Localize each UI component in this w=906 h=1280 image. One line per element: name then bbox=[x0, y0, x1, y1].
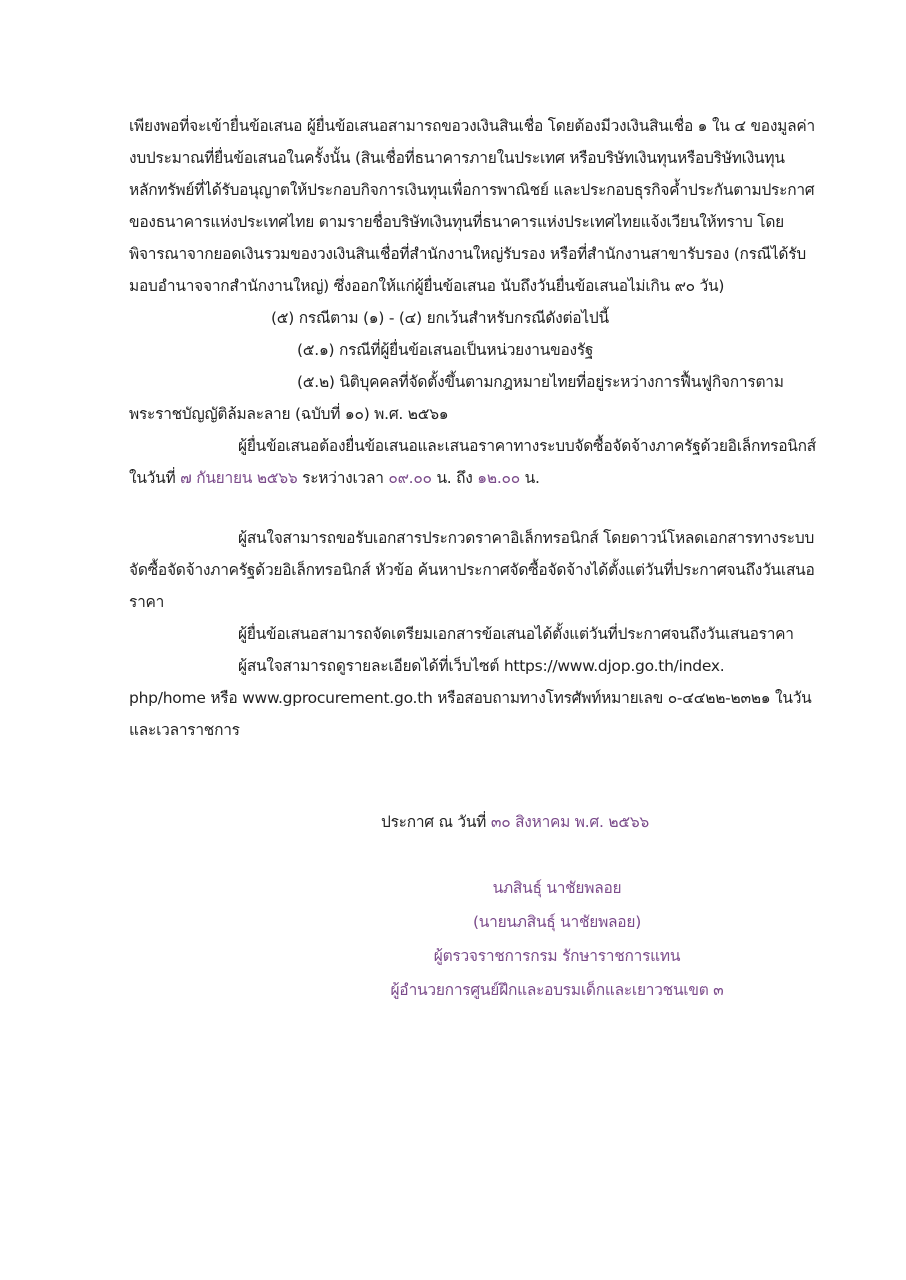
contact-line-2: php/home หรือ www.gprocurement.go.th หรือสอบถามทางโทรศัพท์หมายเลข ๐-๔๔๒๒-๒๓๒๑ ในวัน bbox=[129, 689, 812, 707]
announce-line bbox=[0, 811, 906, 833]
paragraph-line: เพียงพอที่จะเข้ายื่นข้อเสนอ ผู้ยื่นข้อเสนอสามารถขอวงเงินสินเชื่อ โดยต้องมีวงเงินสินเชื่อ ๑ ใน ๔ ของมูลค่า bbox=[129, 117, 815, 135]
submission-line-2 bbox=[129, 467, 540, 489]
submission-time-end: ๑๒.๐๐ bbox=[477, 469, 520, 487]
download-line: จัดซื้อจัดจ้างภาครัฐด้วยอิเล็กทรอนิกส์ หัวข้อ ค้นหาประกาศจัดซื้อจัดจ้างได้ตั้งแต่วันที่ประกาศจนถึงวันเสนอ bbox=[129, 561, 815, 579]
item-5-2-line-2: พระราชบัญญัติล้มละลาย (ฉบับที่ ๑๐) พ.ศ. ๒๕๖๑ bbox=[129, 405, 449, 423]
signature-position-2: ผู้อำนวยการศูนย์ฝึกและอบรมเด็กและเยาวชนเขต ๓ bbox=[390, 981, 724, 999]
submission-between: ระหว่างเวลา bbox=[297, 469, 389, 487]
paragraph-line: พิจารณาจากยอดเงินรวมของวงเงินสินเชื่อที่สำนักงานใหญ่รับรอง หรือที่สำนักงานสาขารับรอง (กรณีได้รับ bbox=[129, 245, 806, 263]
submission-date: ๗ กันยายน ๒๕๖๖ bbox=[180, 469, 298, 487]
contact-line-1: ผู้สนใจสามารถดูรายละเอียดได้ที่เว็บไซต์ https://www.djop.go.th/index. bbox=[238, 657, 725, 675]
paragraph-line: งบประมาณที่ยื่นข้อเสนอในครั้งนั้น (สินเชื่อที่ธนาคารภายในประเทศ หรือบริษัทเงินทุนหรือบริษัทเงินทุน bbox=[129, 149, 785, 167]
paragraph-line: ของธนาคารแห่งประเทศไทย ตามรายชื่อบริษัทเงินทุนที่ธนาคารแห่งประเทศไทยแจ้งเวียนให้ทราบ โดย bbox=[129, 213, 785, 231]
signature-name: นภสินธุ์ นาชัยพลอย bbox=[492, 879, 622, 897]
submission-suffix: น. bbox=[519, 469, 540, 487]
signature-full-name: (นายนภสินธุ์ นาชัยพลอย) bbox=[473, 913, 641, 931]
prepare-line: ผู้ยื่นข้อเสนอสามารถจัดเตรียมเอกสารข้อเสนอได้ตั้งแต่วันที่ประกาศจนถึงวันเสนอราคา bbox=[238, 625, 794, 643]
contact-line-3: และเวลาราชการ bbox=[129, 721, 240, 739]
submission-prefix: ในวันที่ bbox=[129, 469, 181, 487]
announce-date: ๓๐ สิงหาคม พ.ศ. ๒๕๖๖ bbox=[490, 813, 650, 831]
item-5-2-line-1: (๕.๒) นิติบุคคลที่จัดตั้งขึ้นตามกฎหมายไทยที่อยู่ระหว่างการฟื้นฟูกิจการตาม bbox=[297, 373, 784, 391]
signature-position-1: ผู้ตรวจราชการกรม รักษาราชการแทน bbox=[433, 947, 681, 965]
item-5-1: (๕.๑) กรณีที่ผู้ยื่นข้อเสนอเป็นหน่วยงานของรัฐ bbox=[297, 341, 594, 359]
download-line: ราคา bbox=[129, 593, 165, 611]
submission-time-start: ๐๙.๐๐ bbox=[388, 469, 432, 487]
submission-to: น. ถึง bbox=[431, 469, 478, 487]
download-line: ผู้สนใจสามารถขอรับเอกสารประกวดราคาอิเล็กทรอนิกส์ โดยดาวน์โหลดเอกสารทางระบบ bbox=[238, 529, 815, 547]
submission-line-1: ผู้ยื่นข้อเสนอต้องยื่นข้อเสนอและเสนอราคาทางระบบจัดซื้อจัดจ้างภาครัฐด้วยอิเล็กทรอนิกส์ bbox=[238, 437, 816, 455]
item-5: (๕) กรณีตาม (๑) - (๔) ยกเว้นสำหรับกรณีดังต่อไปนี้ bbox=[271, 309, 609, 327]
paragraph-line: มอบอำนาจจากสำนักงานใหญ่) ซึ่งออกให้แก่ผู้ยื่นข้อเสนอ นับถึงวันยื่นข้อเสนอไม่เกิน ๙๐ วัน) bbox=[129, 277, 725, 295]
paragraph-line: หลักทรัพย์ที่ได้รับอนุญาตให้ประกอบกิจการเงินทุนเพื่อการพาณิชย์ และประกอบธุรกิจค้ำประกันตามประกาศ bbox=[129, 181, 815, 199]
announce-label: ประกาศ ณ วันที่ bbox=[380, 813, 491, 831]
